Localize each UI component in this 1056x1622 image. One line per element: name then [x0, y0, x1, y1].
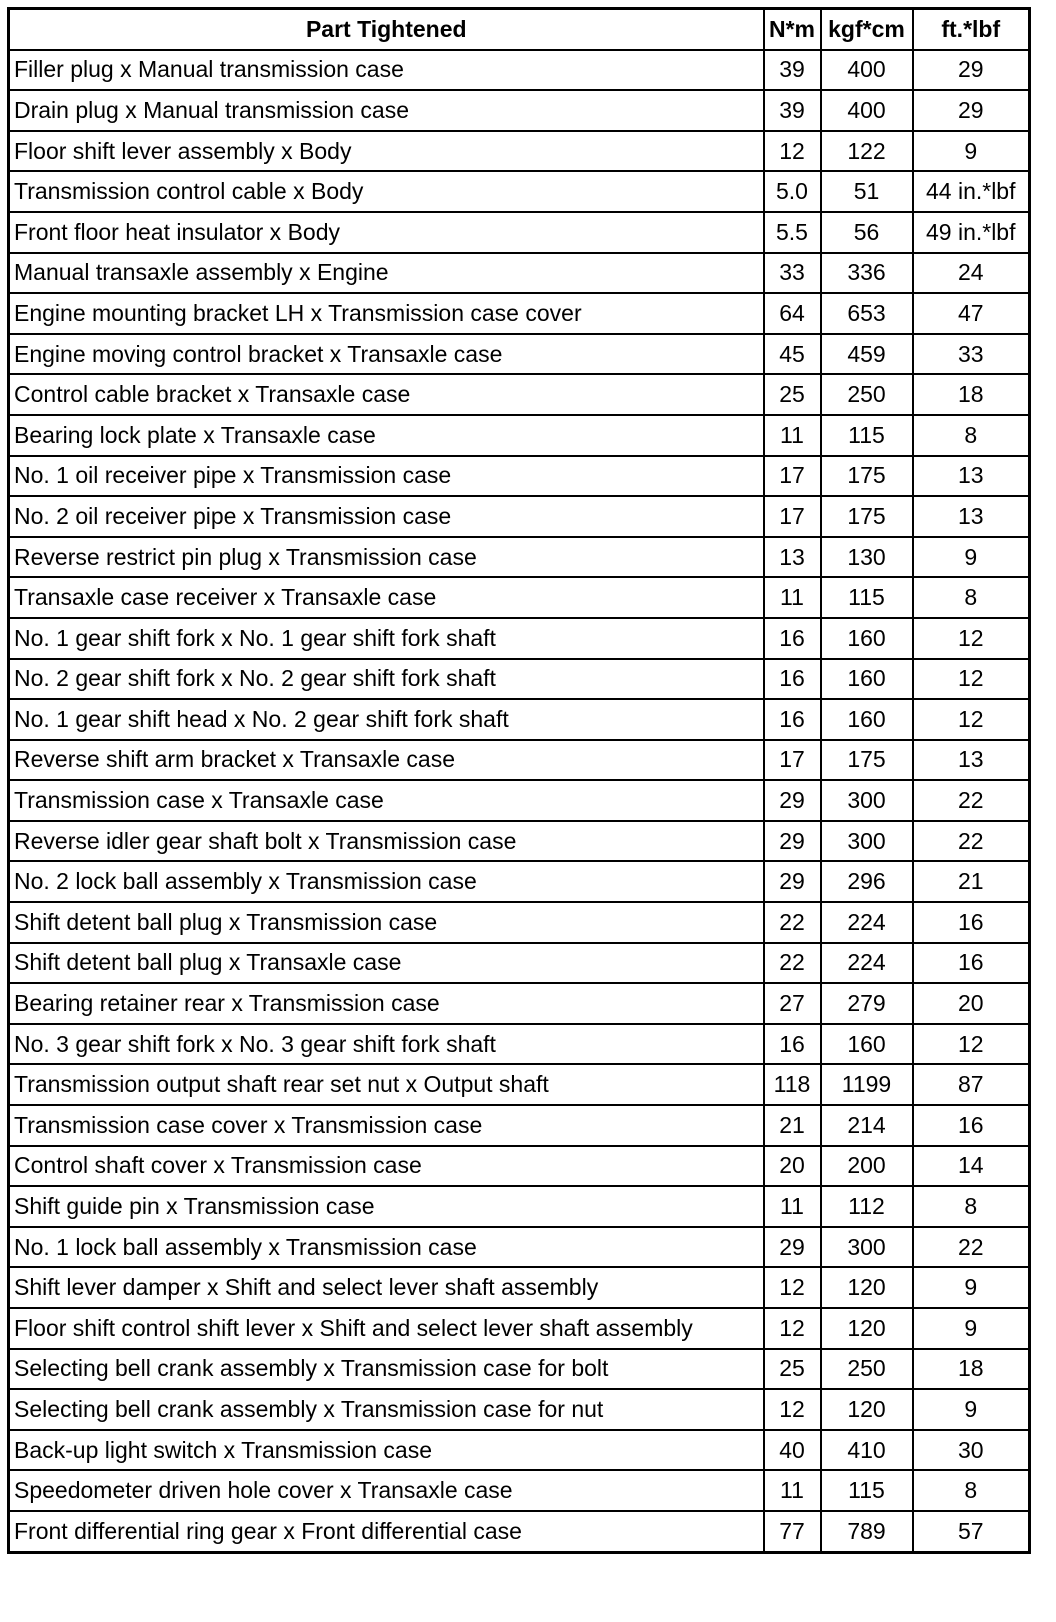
- part-tightened-cell: Drain plug x Manual transmission case: [9, 90, 764, 131]
- table-row: [9, 1105, 1030, 1146]
- nm-cell: 13: [764, 537, 821, 578]
- table-row: [9, 1430, 1030, 1471]
- table-row: [9, 334, 1030, 375]
- part-tightened-cell: Shift lever damper x Shift and select lever shaft assembly: [9, 1267, 764, 1308]
- part-tightened-cell: No. 1 lock ball assembly x Transmission case: [9, 1227, 764, 1268]
- table-row: [9, 1024, 1030, 1065]
- ftlbf-cell: 12: [913, 699, 1030, 740]
- ftlbf-cell: 9: [913, 1308, 1030, 1349]
- ftlbf-cell: 14: [913, 1146, 1030, 1187]
- ftlbf-cell: 8: [913, 415, 1030, 456]
- nm-cell: 17: [764, 740, 821, 781]
- nm-cell: 17: [764, 456, 821, 497]
- nm-cell: 25: [764, 1349, 821, 1390]
- ftlbf-cell: 22: [913, 780, 1030, 821]
- nm-cell: 22: [764, 943, 821, 984]
- part-tightened-cell: No. 2 lock ball assembly x Transmission case: [9, 861, 764, 902]
- ftlbf-cell: 49 in.*lbf: [913, 212, 1030, 253]
- part-tightened-cell: Transmission case cover x Transmission case: [9, 1105, 764, 1146]
- kgfcm-cell: 130: [821, 537, 913, 578]
- part-tightened-cell: Front differential ring gear x Front differential case: [9, 1511, 764, 1552]
- nm-cell: 29: [764, 821, 821, 862]
- kgfcm-cell: 160: [821, 699, 913, 740]
- nm-cell: 11: [764, 577, 821, 618]
- part-tightened-cell: Speedometer driven hole cover x Transaxle case: [9, 1470, 764, 1511]
- nm-cell: 16: [764, 1024, 821, 1065]
- kgfcm-cell: 224: [821, 902, 913, 943]
- table-row: [9, 740, 1030, 781]
- nm-cell: 33: [764, 253, 821, 294]
- nm-cell: 77: [764, 1511, 821, 1552]
- part-tightened-cell: Back-up light switch x Transmission case: [9, 1430, 764, 1471]
- part-tightened-cell: Engine moving control bracket x Transaxle case: [9, 334, 764, 375]
- ftlbf-cell: 29: [913, 90, 1030, 131]
- table-row: [9, 1511, 1030, 1552]
- table-row: [9, 943, 1030, 984]
- nm-cell: 16: [764, 659, 821, 700]
- kgfcm-cell: 336: [821, 253, 913, 294]
- nm-cell: 5.0: [764, 171, 821, 212]
- table-row: [9, 983, 1030, 1024]
- table-row: [9, 1186, 1030, 1227]
- table-row: [9, 253, 1030, 294]
- part-tightened-cell: No. 1 gear shift fork x No. 1 gear shift fork shaft: [9, 618, 764, 659]
- nm-cell: 64: [764, 293, 821, 334]
- ftlbf-cell: 33: [913, 334, 1030, 375]
- kgfcm-cell: 1199: [821, 1064, 913, 1105]
- kgfcm-cell: 214: [821, 1105, 913, 1146]
- nm-cell: 5.5: [764, 212, 821, 253]
- nm-cell: 12: [764, 1308, 821, 1349]
- kgfcm-cell: 296: [821, 861, 913, 902]
- kgfcm-cell: 120: [821, 1308, 913, 1349]
- kgfcm-cell: 175: [821, 496, 913, 537]
- header-row: [9, 9, 1030, 50]
- nm-cell: 29: [764, 861, 821, 902]
- ftlbf-cell: 30: [913, 1430, 1030, 1471]
- ftlbf-cell: 22: [913, 1227, 1030, 1268]
- part-tightened-cell: No. 1 oil receiver pipe x Transmission case: [9, 456, 764, 497]
- header-ftlbf: ft.*lbf: [913, 9, 1030, 50]
- kgfcm-cell: 120: [821, 1389, 913, 1430]
- nm-cell: 12: [764, 1267, 821, 1308]
- nm-cell: 21: [764, 1105, 821, 1146]
- nm-cell: 22: [764, 902, 821, 943]
- part-tightened-cell: Shift detent ball plug x Transmission case: [9, 902, 764, 943]
- kgfcm-cell: 400: [821, 50, 913, 91]
- table-row: [9, 537, 1030, 578]
- table-row: [9, 902, 1030, 943]
- ftlbf-cell: 9: [913, 1267, 1030, 1308]
- table-row: [9, 780, 1030, 821]
- nm-cell: 39: [764, 50, 821, 91]
- nm-cell: 16: [764, 618, 821, 659]
- table-row: [9, 131, 1030, 172]
- nm-cell: 12: [764, 1389, 821, 1430]
- table-row: [9, 1227, 1030, 1268]
- nm-cell: 29: [764, 780, 821, 821]
- part-tightened-cell: No. 2 gear shift fork x No. 2 gear shift fork shaft: [9, 659, 764, 700]
- table-row: [9, 618, 1030, 659]
- table-row: [9, 496, 1030, 537]
- table-row: [9, 577, 1030, 618]
- nm-cell: 11: [764, 1470, 821, 1511]
- kgfcm-cell: 224: [821, 943, 913, 984]
- part-tightened-cell: Transmission control cable x Body: [9, 171, 764, 212]
- table-row: [9, 212, 1030, 253]
- nm-cell: 20: [764, 1146, 821, 1187]
- kgfcm-cell: 300: [821, 1227, 913, 1268]
- part-tightened-cell: No. 1 gear shift head x No. 2 gear shift fork shaft: [9, 699, 764, 740]
- header-part-tightened: Part Tightened: [9, 9, 764, 50]
- table-row: [9, 374, 1030, 415]
- part-tightened-cell: Reverse idler gear shaft bolt x Transmission case: [9, 821, 764, 862]
- kgfcm-cell: 160: [821, 618, 913, 659]
- kgfcm-cell: 250: [821, 374, 913, 415]
- part-tightened-cell: Transaxle case receiver x Transaxle case: [9, 577, 764, 618]
- kgfcm-cell: 122: [821, 131, 913, 172]
- nm-cell: 11: [764, 1186, 821, 1227]
- ftlbf-cell: 9: [913, 537, 1030, 578]
- nm-cell: 118: [764, 1064, 821, 1105]
- kgfcm-cell: 112: [821, 1186, 913, 1227]
- table-row: [9, 861, 1030, 902]
- part-tightened-cell: Manual transaxle assembly x Engine: [9, 253, 764, 294]
- ftlbf-cell: 8: [913, 1186, 1030, 1227]
- kgfcm-cell: 789: [821, 1511, 913, 1552]
- kgfcm-cell: 400: [821, 90, 913, 131]
- part-tightened-cell: Filler plug x Manual transmission case: [9, 50, 764, 91]
- table-row: [9, 1349, 1030, 1390]
- kgfcm-cell: 410: [821, 1430, 913, 1471]
- table-row: [9, 293, 1030, 334]
- kgfcm-cell: 160: [821, 1024, 913, 1065]
- part-tightened-cell: Bearing retainer rear x Transmission case: [9, 983, 764, 1024]
- kgfcm-cell: 300: [821, 780, 913, 821]
- kgfcm-cell: 300: [821, 821, 913, 862]
- kgfcm-cell: 160: [821, 659, 913, 700]
- table-row: [9, 1389, 1030, 1430]
- ftlbf-cell: 22: [913, 821, 1030, 862]
- part-tightened-cell: Selecting bell crank assembly x Transmission case for nut: [9, 1389, 764, 1430]
- ftlbf-cell: 9: [913, 1389, 1030, 1430]
- ftlbf-cell: 16: [913, 902, 1030, 943]
- kgfcm-cell: 250: [821, 1349, 913, 1390]
- table-row: [9, 821, 1030, 862]
- kgfcm-cell: 56: [821, 212, 913, 253]
- table-row: [9, 50, 1030, 91]
- part-tightened-cell: Floor shift control shift lever x Shift and select lever shaft assembly: [9, 1308, 764, 1349]
- ftlbf-cell: 18: [913, 374, 1030, 415]
- kgfcm-cell: 175: [821, 456, 913, 497]
- part-tightened-cell: Reverse shift arm bracket x Transaxle case: [9, 740, 764, 781]
- table-row: [9, 171, 1030, 212]
- table-row: [9, 1064, 1030, 1105]
- ftlbf-cell: 12: [913, 1024, 1030, 1065]
- kgfcm-cell: 115: [821, 577, 913, 618]
- table-row: [9, 1308, 1030, 1349]
- kgfcm-cell: 120: [821, 1267, 913, 1308]
- kgfcm-cell: 115: [821, 1470, 913, 1511]
- part-tightened-cell: No. 2 oil receiver pipe x Transmission case: [9, 496, 764, 537]
- kgfcm-cell: 653: [821, 293, 913, 334]
- kgfcm-cell: 51: [821, 171, 913, 212]
- ftlbf-cell: 20: [913, 983, 1030, 1024]
- torque-table-container: [7, 7, 1031, 1554]
- table-row: [9, 1470, 1030, 1511]
- table-row: [9, 659, 1030, 700]
- ftlbf-cell: 12: [913, 659, 1030, 700]
- ftlbf-cell: 29: [913, 50, 1030, 91]
- kgfcm-cell: 200: [821, 1146, 913, 1187]
- part-tightened-cell: Floor shift lever assembly x Body: [9, 131, 764, 172]
- ftlbf-cell: 57: [913, 1511, 1030, 1552]
- part-tightened-cell: Control cable bracket x Transaxle case: [9, 374, 764, 415]
- ftlbf-cell: 16: [913, 1105, 1030, 1146]
- ftlbf-cell: 16: [913, 943, 1030, 984]
- part-tightened-cell: Front floor heat insulator x Body: [9, 212, 764, 253]
- part-tightened-cell: Shift detent ball plug x Transaxle case: [9, 943, 764, 984]
- part-tightened-cell: Shift guide pin x Transmission case: [9, 1186, 764, 1227]
- nm-cell: 11: [764, 415, 821, 456]
- ftlbf-cell: 8: [913, 1470, 1030, 1511]
- kgfcm-cell: 115: [821, 415, 913, 456]
- ftlbf-cell: 44 in.*lbf: [913, 171, 1030, 212]
- part-tightened-cell: Transmission output shaft rear set nut x Output shaft: [9, 1064, 764, 1105]
- ftlbf-cell: 18: [913, 1349, 1030, 1390]
- ftlbf-cell: 9: [913, 131, 1030, 172]
- part-tightened-cell: Engine mounting bracket LH x Transmission case cover: [9, 293, 764, 334]
- nm-cell: 29: [764, 1227, 821, 1268]
- part-tightened-cell: Selecting bell crank assembly x Transmission case for bolt: [9, 1349, 764, 1390]
- nm-cell: 27: [764, 983, 821, 1024]
- ftlbf-cell: 8: [913, 577, 1030, 618]
- nm-cell: 39: [764, 90, 821, 131]
- ftlbf-cell: 87: [913, 1064, 1030, 1105]
- table-row: [9, 456, 1030, 497]
- part-tightened-cell: Bearing lock plate x Transaxle case: [9, 415, 764, 456]
- nm-cell: 45: [764, 334, 821, 375]
- ftlbf-cell: 13: [913, 740, 1030, 781]
- part-tightened-cell: Control shaft cover x Transmission case: [9, 1146, 764, 1187]
- kgfcm-cell: 459: [821, 334, 913, 375]
- table-row: [9, 90, 1030, 131]
- ftlbf-cell: 47: [913, 293, 1030, 334]
- table-row: [9, 1267, 1030, 1308]
- ftlbf-cell: 21: [913, 861, 1030, 902]
- table-row: [9, 699, 1030, 740]
- table-row: [9, 1146, 1030, 1187]
- ftlbf-cell: 13: [913, 496, 1030, 537]
- torque-specification-table: [7, 7, 1031, 1554]
- nm-cell: 16: [764, 699, 821, 740]
- header-nm: N*m: [764, 9, 821, 50]
- part-tightened-cell: No. 3 gear shift fork x No. 3 gear shift fork shaft: [9, 1024, 764, 1065]
- ftlbf-cell: 13: [913, 456, 1030, 497]
- nm-cell: 40: [764, 1430, 821, 1471]
- nm-cell: 25: [764, 374, 821, 415]
- nm-cell: 12: [764, 131, 821, 172]
- nm-cell: 17: [764, 496, 821, 537]
- ftlbf-cell: 12: [913, 618, 1030, 659]
- kgfcm-cell: 175: [821, 740, 913, 781]
- part-tightened-cell: Reverse restrict pin plug x Transmission case: [9, 537, 764, 578]
- ftlbf-cell: 24: [913, 253, 1030, 294]
- kgfcm-cell: 279: [821, 983, 913, 1024]
- table-row: [9, 415, 1030, 456]
- part-tightened-cell: Transmission case x Transaxle case: [9, 780, 764, 821]
- header-kgfcm: kgf*cm: [821, 9, 913, 50]
